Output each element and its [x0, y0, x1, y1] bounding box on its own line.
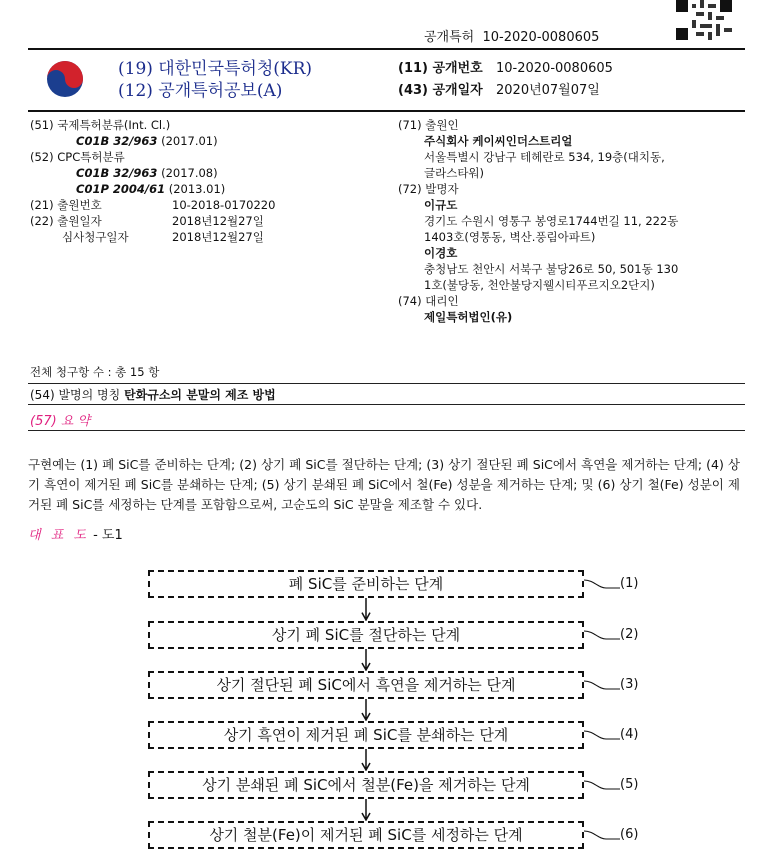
flow-arrow-icon — [360, 649, 372, 671]
flow-step-4: 상기 흑연이 제거된 폐 SiC를 분쇄하는 단계 — [148, 721, 584, 749]
invention-title: (54) 발명의 명칭 탄화규소의 분말의 제조 방법 — [30, 388, 276, 402]
flow-step-1: 폐 SiC를 준비하는 단계 — [148, 570, 584, 598]
flow-step-tag: (6) — [620, 827, 639, 842]
abstract-text: 구현예는 (1) 폐 SiC를 준비하는 단계; (2) 상기 폐 SiC를 절단하는 단계; (3) 상기 절단된 폐 SiC에서 흑연을 제거하는 단계; (4) 상기 흑연이 제거된 폐 SiC를 분쇄하는 단계; (5) 상기 분쇄된 폐 SiC에서 철(Fe) 성분을 제거하는 단계; 및 (6) 상기 철(Fe) 성분이 제거된 폐 SiC를 세정하는 단계를 포함함으로써, 고순도의 SiC 분말을 제조할 수 있다. — [28, 457, 740, 512]
leader-line-icon — [584, 576, 622, 592]
publication-info: (11) 공개번호 10-2020-0080605 (43) 공개일자 2020년07월07일 — [398, 61, 613, 98]
abstract-heading: (57) 요 약 — [30, 414, 91, 429]
qr-code-icon — [676, 0, 732, 40]
office-title: (19) 대한민국특허청(KR) (12) 공개특허공보(A) — [118, 59, 313, 101]
flow-step-tag: (3) — [620, 677, 639, 692]
divider — [28, 383, 745, 384]
representative-figure: 대 표 도 - 도1 — [28, 528, 123, 543]
flow-step-tag: (4) — [620, 727, 639, 742]
divider — [28, 110, 745, 112]
flow-step-tag: (1) — [620, 576, 639, 591]
flow-arrow-icon — [360, 699, 372, 721]
flow-arrow-icon — [360, 799, 372, 821]
divider — [28, 48, 745, 50]
flow-step-tag: (5) — [620, 777, 639, 792]
bibliographic-right: (71) 출원인 주식회사 케이씨인더스트리얼 서울특별시 강남구 테헤란로 534, 19층(대치동, 글라스타워) (72) 발명자 이규도 경기도 수원시 영통구 봉영로1744번길 11, 222동 1403호(영통동, 벽산.풍림아파트) 이경호 충청남도 천안시 서북구 불당26로 50, 501동 130 1호(불당동, 천안불당지웰시티푸르지오2단지) (74) 대리인 제일특허법인(유) — [398, 118, 679, 324]
flow-step-2: 상기 폐 SiC를 절단하는 단계 — [148, 621, 584, 649]
flow-arrow-icon — [360, 598, 372, 621]
flow-step-3: 상기 절단된 폐 SiC에서 흑연을 제거하는 단계 — [148, 671, 584, 699]
leader-line-icon — [584, 777, 622, 793]
flow-step-6: 상기 철분(Fe)이 제거된 폐 SiC를 세정하는 단계 — [148, 821, 584, 849]
publication-number: 공개특허 10-2020-0080605 — [424, 30, 600, 45]
flow-step-tag: (2) — [620, 627, 639, 642]
leader-line-icon — [584, 677, 622, 693]
bibliographic-left: (51) 국제특허분류(Int. Cl.) C01B 32/963 (2017.01) (52) CPC특허분류 C01B 32/963 (2017.08) C01P 2004/61 (2013.01) (21) 출원번호 10-2018-0170220 (22) 출원일자 2018년12월27일 심사청구일자 2018년12월27일 — [30, 118, 276, 244]
leader-line-icon — [584, 827, 622, 843]
claims-total: 전체 청구항 수 : 총 15 항 — [30, 365, 160, 379]
divider — [28, 430, 745, 431]
flow-step-5: 상기 분쇄된 폐 SiC에서 철분(Fe)을 제거하는 단계 — [148, 771, 584, 799]
leader-line-icon — [584, 727, 622, 743]
divider — [28, 404, 745, 405]
leader-line-icon — [584, 627, 622, 643]
flow-arrow-icon — [360, 749, 372, 771]
korea-emblem-icon — [44, 58, 86, 100]
